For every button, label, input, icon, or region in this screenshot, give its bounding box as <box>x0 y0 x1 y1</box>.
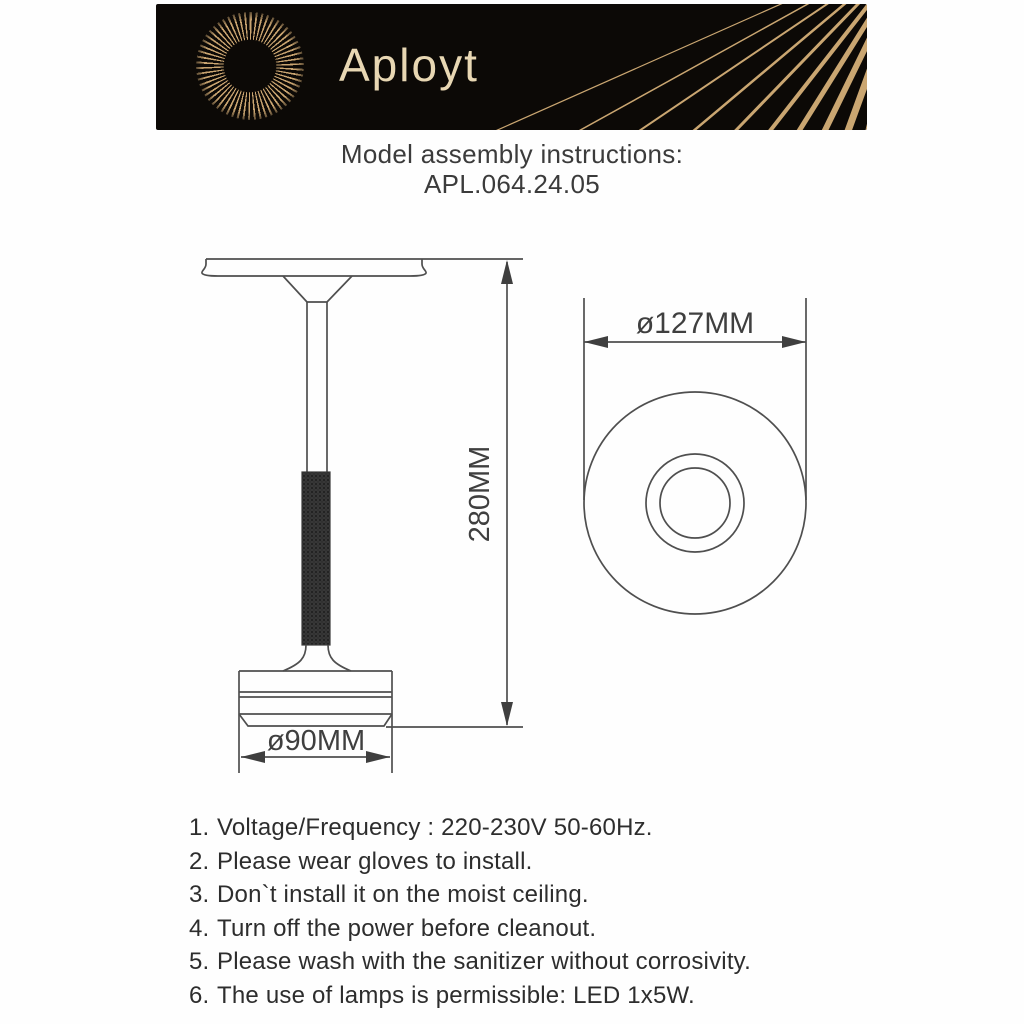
instruction-item <box>189 945 751 979</box>
instruction-number: 1. <box>189 814 210 841</box>
instruction-item <box>189 811 751 845</box>
model-number: APL.064.24.05 <box>424 169 600 199</box>
instruction-item <box>189 878 751 912</box>
instruction-number: 4. <box>189 914 210 942</box>
instruction-number: 6. <box>189 981 210 1009</box>
instruction-item <box>189 912 751 946</box>
instruction-text: Turn off the power before cleanout. <box>217 914 597 942</box>
instruction-text: The use of lamps is permissible: LED 1x5W. <box>217 981 695 1009</box>
lamp-top-view <box>584 298 806 614</box>
instruction-number: 2. <box>189 847 210 875</box>
page-title: Model assembly instructions: <box>340 139 684 169</box>
top-diameter-label: ø127MM <box>635 307 755 340</box>
instruction-text: Don`t install it on the moist ceiling. <box>217 881 589 908</box>
height-dimension <box>386 260 523 727</box>
instruction-item <box>189 845 751 879</box>
instruction-text: Voltage/Frequency : 220-230V 50-60Hz. <box>217 814 653 841</box>
brand-name: Aployt <box>339 39 479 91</box>
instructions-list <box>189 811 751 1012</box>
height-dimension-label: 280MM <box>464 445 496 543</box>
instruction-number: 3. <box>189 881 210 908</box>
instruction-number: 5. <box>189 948 210 975</box>
instruction-text: Please wear gloves to install. <box>217 847 533 875</box>
base-diameter-dimension <box>241 725 390 763</box>
instruction-item <box>189 979 751 1013</box>
base-diameter-label: ø90MM <box>266 725 366 757</box>
instruction-text: Please wash with the sanitizer without corrosivity. <box>217 948 751 975</box>
